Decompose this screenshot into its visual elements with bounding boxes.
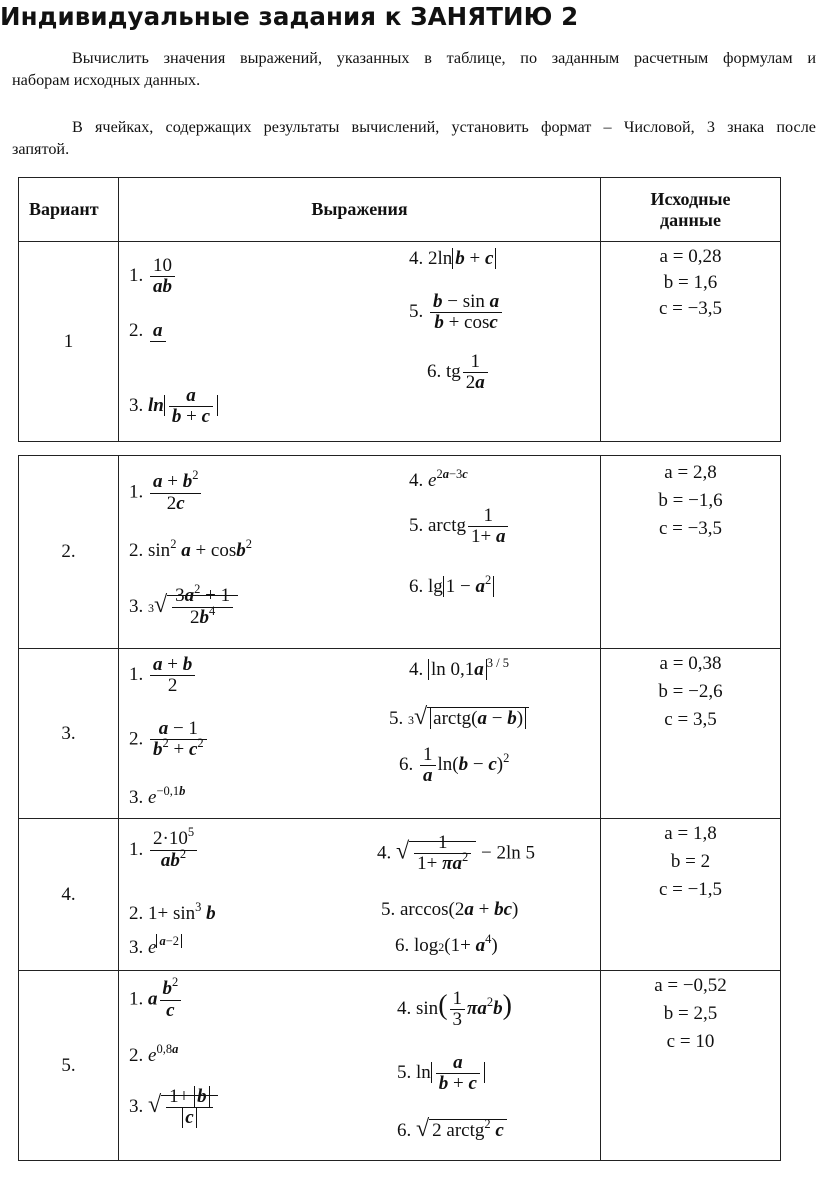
expression-2: 2. $1+ \sin^3 b$: [129, 900, 216, 924]
header-data-line: данные: [660, 209, 721, 230]
expression-5: 5. $\frac{\text{b − sin a}}{b + \cos c}$: [409, 292, 504, 333]
source-value-a: a = −0,52: [654, 975, 727, 996]
expression-3: 3. ln $\frac{a}{b + c}$: [129, 386, 218, 427]
expression-1: 1. $\frac{10}{ab}$: [129, 256, 177, 297]
expression-6: 6. tg $\frac{1}{2a}$: [427, 352, 490, 393]
expressions-cell: [119, 456, 601, 649]
expression-1: 1. $\frac{a + b}{2}$: [129, 655, 197, 696]
source-data-cell: [601, 819, 781, 971]
tasks-table-part-1: [18, 177, 781, 442]
source-value-b: b = −2,6: [658, 681, 723, 702]
source-data-cell: [601, 242, 781, 442]
expression-6: 6. $\log 2(1+ a^4)$: [395, 932, 498, 956]
expression-6: 6. $\lg 1 - a^2$: [409, 576, 494, 599]
header-data-line: Исходные: [650, 188, 731, 209]
variant-number: 4.: [19, 819, 119, 971]
source-value-a: a = 0,28: [659, 246, 722, 267]
source-data-cell: [601, 456, 781, 649]
source-value-c: c = −3,5: [658, 518, 723, 539]
expressions-cell: [119, 971, 601, 1161]
source-value-b: b = 2: [670, 851, 711, 872]
variant-number: 2.: [19, 456, 119, 649]
instruction-line: наборам исходных данных.: [12, 71, 201, 89]
source-value-c: c = −1,5: [658, 879, 723, 900]
source-value-b: b = −1,6: [658, 490, 723, 511]
expression-2: 2. $\frac{a - 1}{b^2 + c^2}$: [129, 719, 209, 761]
table-header-row: [19, 178, 781, 242]
expressions-cell: [119, 242, 601, 442]
expressions-cell: [119, 819, 601, 971]
source-value-b: b = 2,5: [663, 1003, 718, 1024]
table-row: [19, 819, 781, 971]
expression-2: 2. $e^{0,8a}$: [129, 1042, 179, 1066]
header-data: [601, 178, 781, 242]
table-row: [19, 971, 781, 1161]
variant-number: 5.: [19, 971, 119, 1161]
source-value-a: a = 2,8: [664, 462, 717, 483]
variant-number: 1: [19, 242, 119, 442]
table-row: [19, 649, 781, 819]
expression-4: 4. ln 0,1a $^{3 / 5}$: [409, 656, 510, 680]
expression-2: 2. $\sin^2 a + \cos b^2$: [129, 537, 252, 561]
expression-3: 3. $e^{-0,1b}$: [129, 784, 186, 808]
expression-1: 1. a $\frac{b^2}{c}$: [129, 979, 183, 1021]
variant-number: 3.: [19, 649, 119, 819]
expression-1: 1. $\frac{a + b^2}{2c}$: [129, 472, 203, 514]
instruction-paragraph: [12, 47, 816, 91]
header-variant: Вариант: [19, 178, 119, 242]
expression-4: 4. √ $\frac{1}{1+ \pi a^2}$ − 2ln 5: [377, 832, 536, 874]
source-value-c: c = −3,5: [658, 298, 723, 319]
expression-4: 4. 2ln b + c: [409, 248, 496, 269]
source-data-cell: [601, 649, 781, 819]
table-row: [19, 242, 781, 442]
expression-6: 6. √ 2 arctg$^2$ c: [397, 1119, 507, 1143]
source-value-a: a = 1,8: [664, 823, 717, 844]
expression-6: 6. $\frac{1}{a}$ $\ln(b - c)^2$: [399, 744, 510, 786]
expression-3: 3. e $^{a-2}$: [129, 937, 182, 960]
source-data-cell: [601, 971, 781, 1161]
format-line: запятой.: [12, 140, 70, 158]
expression-3: 3. 3√ $\frac{3a^2 + 1}{2b^4}$: [129, 586, 238, 629]
format-paragraph: [12, 116, 816, 160]
source-value-a: a = 0,38: [659, 653, 722, 674]
table-row: [19, 456, 781, 649]
expression-4: 4. sin( $\frac{1}{3}$ $\pi a^2b$): [397, 988, 512, 1030]
expression-1: 1. $\frac{2\cdot 10^5}{ab^2}$: [129, 829, 199, 872]
source-value-c: c = 10: [666, 1031, 715, 1052]
expression-5: 5. arctg $\frac{1}{1+ a}$: [409, 506, 510, 547]
header-expressions: Выражения: [119, 178, 601, 242]
instruction-line: Вычислить значения выражений, указанных в таблице, по заданным расчетным формулам и: [72, 49, 816, 67]
expression-5: 5. arccos(2a + bc): [381, 899, 519, 920]
expression-4: 4. $e^{2a-3c}$: [409, 467, 468, 491]
format-line: В ячейках, содержащих результаты вычислений, установить формат – Числовой, 3 знака после: [72, 118, 816, 136]
tasks-table-part-2: [18, 455, 781, 1161]
expression-5: 5. ln $\frac{a}{b + c}$: [397, 1053, 485, 1094]
expression-5: 5. 3√ arctg(a − b): [389, 707, 529, 731]
expression-3: 3. √ $\frac{1+ b}{c}$: [129, 1087, 218, 1128]
expression-2: 2. a: [129, 320, 168, 342]
expressions-cell: [119, 649, 601, 819]
page-title: Индивидуальные задания к ЗАНЯТИЮ 2: [0, 2, 579, 31]
source-value-c: c = 3,5: [664, 709, 717, 730]
source-value-b: b = 1,6: [663, 272, 718, 293]
